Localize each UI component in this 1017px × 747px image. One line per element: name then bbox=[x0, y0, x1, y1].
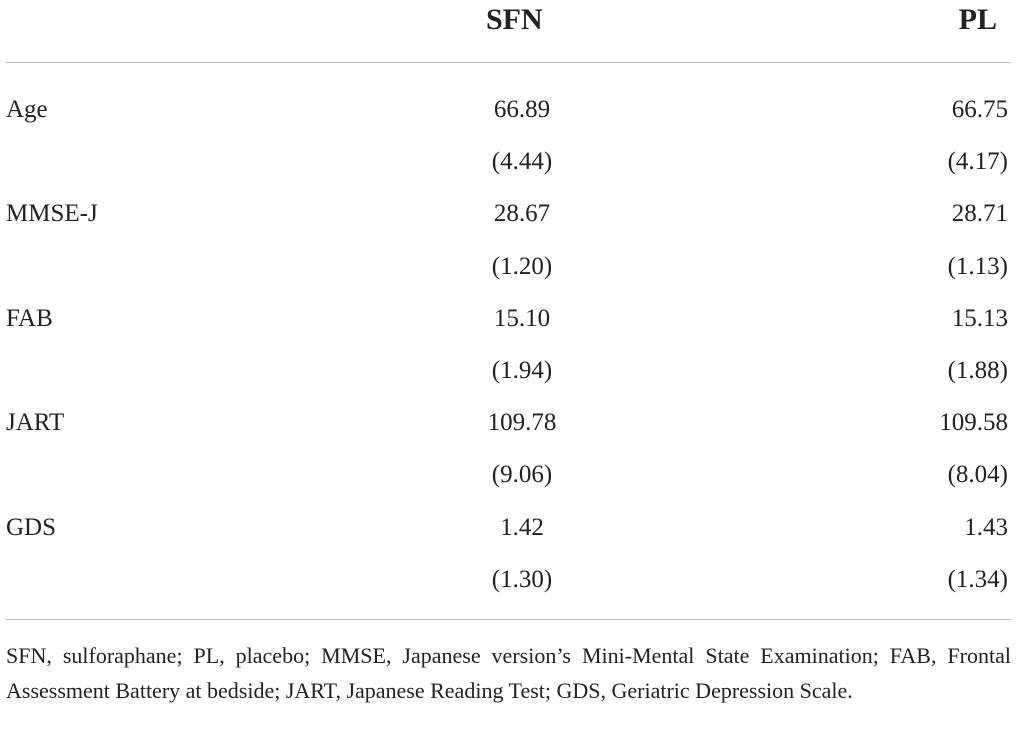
table-row bbox=[0, 397, 1017, 449]
column-header-sfn: SFN bbox=[486, 3, 543, 36]
sfn-value: 15.10 bbox=[493, 304, 551, 332]
sfn-value: 109.78 bbox=[487, 409, 557, 437]
sfn-value: (1.30) bbox=[491, 565, 553, 593]
row-label: FAB bbox=[6, 304, 53, 332]
pl-value: (1.13) bbox=[947, 252, 1008, 280]
pl-value: 28.71 bbox=[951, 200, 1008, 228]
table-header-row bbox=[0, 0, 1017, 62]
sfn-value: (1.20) bbox=[491, 252, 553, 280]
column-header-pl: PL bbox=[958, 3, 997, 36]
pl-value: 1.43 bbox=[964, 513, 1008, 541]
pl-value: (1.88) bbox=[947, 356, 1008, 384]
table-row bbox=[0, 293, 1017, 345]
row-label: JART bbox=[6, 409, 65, 437]
footer-divider bbox=[6, 619, 1011, 620]
sfn-value: 28.67 bbox=[493, 200, 551, 228]
table-footnote: SFN, sulforaphane; PL, placebo; MMSE, Japanese version’s Mini-Mental State Examination; FAB, Frontal Assessment Battery at bedside; JART, Japanese Reading Test; GDS, Geriatric Depression Scale. bbox=[6, 643, 1011, 703]
table-row bbox=[0, 449, 1017, 501]
pl-value: (8.04) bbox=[947, 461, 1008, 489]
table-row bbox=[0, 136, 1017, 188]
row-label: GDS bbox=[6, 513, 57, 541]
table-row bbox=[0, 502, 1017, 554]
row-label: Age bbox=[6, 96, 48, 123]
sfn-value: (9.06) bbox=[491, 461, 553, 489]
table-row bbox=[0, 241, 1017, 293]
header-divider bbox=[6, 62, 1011, 63]
sfn-value: (4.44) bbox=[491, 148, 553, 176]
table-row bbox=[0, 188, 1017, 240]
pl-value: 66.75 bbox=[951, 96, 1008, 123]
sfn-value: 1.42 bbox=[500, 513, 544, 541]
pl-value: 109.58 bbox=[939, 409, 1008, 437]
row-label: MMSE-J bbox=[6, 200, 98, 228]
table-body bbox=[0, 84, 1017, 606]
pl-value: (1.34) bbox=[947, 565, 1008, 593]
pl-value: 15.13 bbox=[951, 304, 1008, 332]
table-row bbox=[0, 345, 1017, 397]
table-row bbox=[0, 84, 1017, 136]
sfn-value: 66.89 bbox=[493, 96, 551, 123]
table-row bbox=[0, 554, 1017, 606]
pl-value: (4.17) bbox=[947, 148, 1008, 176]
sfn-value: (1.94) bbox=[491, 356, 553, 384]
